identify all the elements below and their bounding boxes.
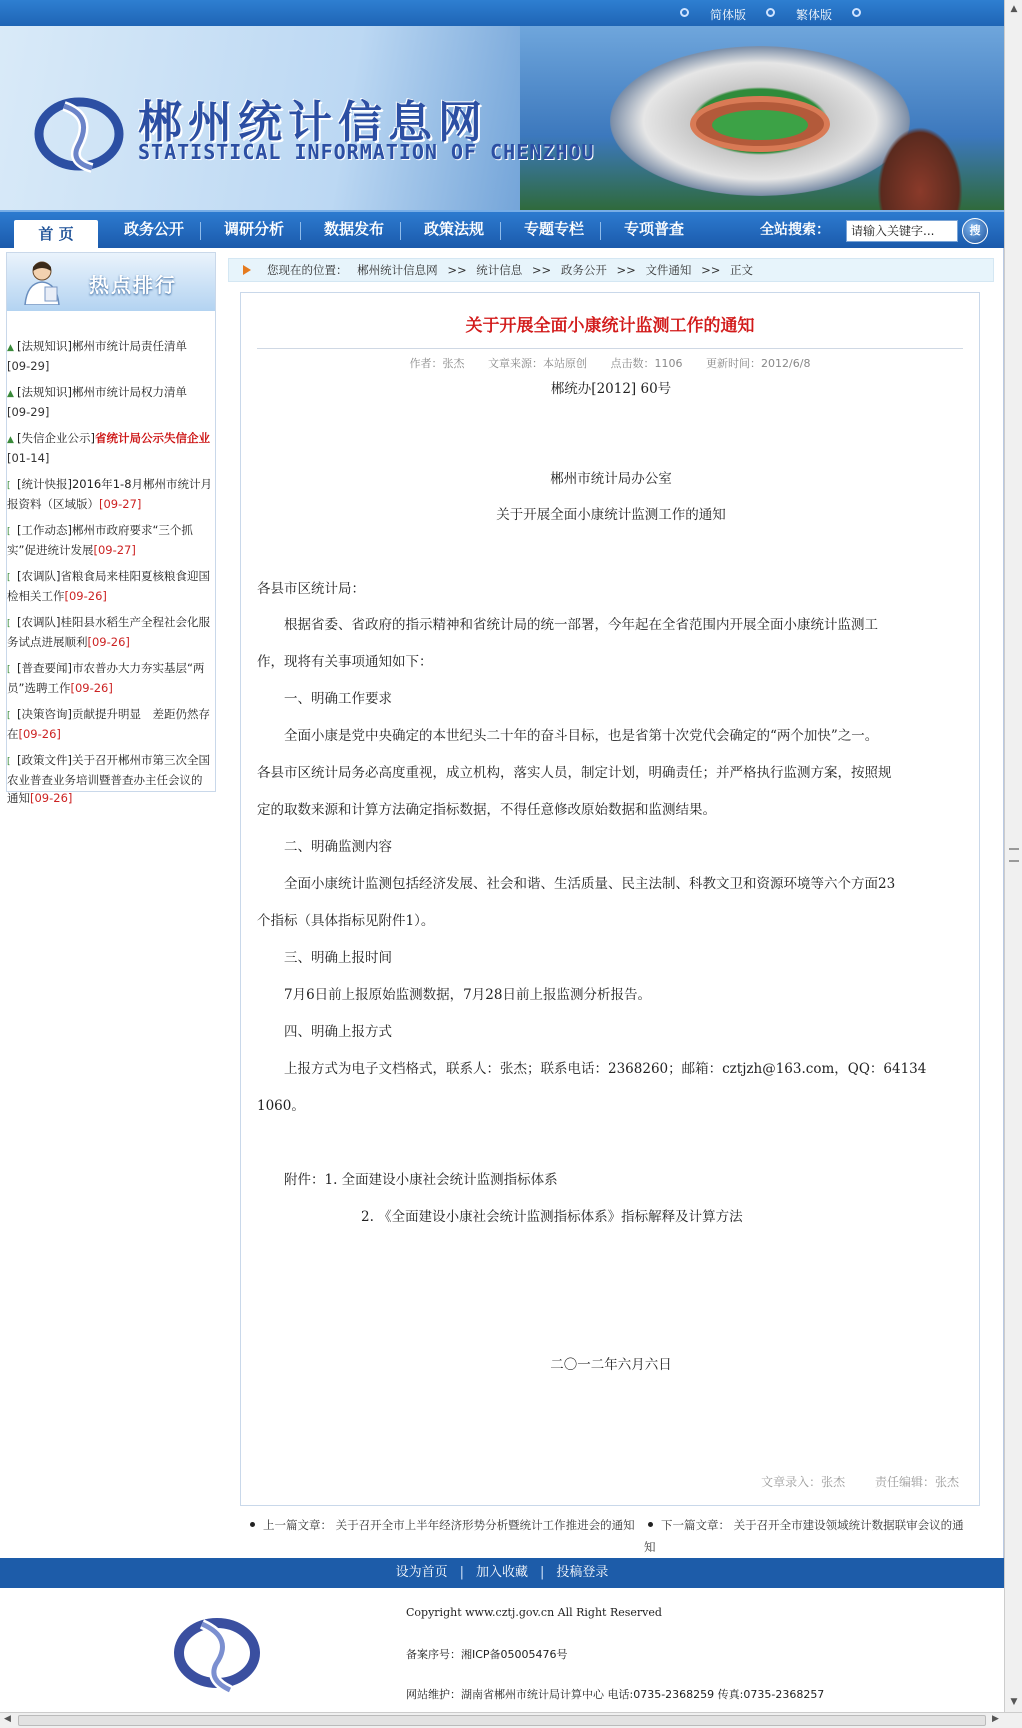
list-item[interactable]	[7, 747, 215, 811]
bracket-icon: [	[7, 711, 11, 721]
search-button[interactable]: 搜	[962, 218, 988, 244]
nav-divider	[300, 222, 301, 240]
prev-article-link[interactable]: 关于召开全市上半年经济形势分析暨统计工作推进会的通知	[335, 1518, 635, 1532]
attachment-1: 附件：1. 全面建设小康社会统计监测指标体系	[257, 1172, 558, 1188]
breadcrumb-current: 正文	[730, 263, 754, 277]
bullet-icon	[852, 8, 861, 17]
article-footer	[241, 1473, 959, 1490]
prev-article	[246, 1514, 636, 1536]
bracket-icon: [	[7, 757, 11, 767]
header-banner	[0, 26, 1004, 210]
paragraph: 7月6日前上报原始监测数据，7月28日前上报监测分析报告。	[257, 987, 651, 1003]
issue-date: 二〇一二年六月六日	[550, 1357, 672, 1373]
paragraph: 全面小康统计监测包括经济发展、社会和谐、生活质量、民主法制、科教文卫和资源环境等六个方面23	[257, 876, 896, 892]
list-item[interactable]	[7, 609, 215, 655]
section-heading: 三、明确上报时间	[257, 950, 392, 966]
article-updated: 更新时间：2012/6/8	[706, 357, 811, 370]
list-item-date: [09-26]	[87, 635, 130, 649]
bullet-icon	[680, 8, 689, 17]
hot-ranking-list	[7, 333, 215, 811]
simplified-link[interactable]: 简体版	[710, 8, 747, 22]
breadcrumb	[228, 258, 994, 282]
section-heading: 二、明确监测内容	[257, 839, 392, 855]
scroll-left-icon[interactable]: ◀	[4, 1714, 11, 1724]
stadium-field	[712, 110, 808, 140]
footer	[0, 1588, 1004, 1712]
bullet-icon	[766, 8, 775, 17]
list-item-title[interactable]: [工作动态]郴州市政府要求“三个抓实”促进统计发展	[7, 523, 193, 557]
paragraph: 上报方式为电子文档格式，联系人：张杰；联系电话：2368260；邮箱：cztjzh@163.com，QQ：64134	[257, 1061, 927, 1077]
list-item-date: [09-26]	[64, 589, 107, 603]
article-author: 作者：张杰	[409, 357, 465, 370]
nav-divider	[500, 222, 501, 240]
list-item[interactable]	[7, 563, 215, 609]
paragraph: 全面小康是党中央确定的本世纪头二十年的奋斗目标，也是省第十次党代会确定的“两个加快”之一。	[257, 728, 879, 744]
list-item-title[interactable]: [政策文件]关于召开郴州市第三次全国农业普查业务培训暨普查办主任会议的通知	[7, 753, 210, 805]
add-favorite-link[interactable]: 加入收藏	[475, 1565, 528, 1580]
traditional-link[interactable]: 繁体版	[796, 8, 833, 22]
nav-divider	[600, 222, 601, 240]
breadcrumb-separator: >>	[616, 263, 636, 277]
list-item-date: [09-26]	[30, 791, 73, 805]
title-divider	[257, 348, 963, 349]
list-item-title[interactable]: [农调队]桂阳县水稻生产全程社会化服务试点进展顺利	[7, 615, 210, 649]
triangle-icon: ▲	[7, 389, 14, 399]
paragraph: 定的取数来源和计算方法确定指标数据，不得任意修改原始数据和监测结果。	[257, 802, 716, 818]
nav-item-data[interactable]: 数据发布	[323, 220, 384, 238]
vertical-scrollbar[interactable]	[1004, 0, 1022, 1712]
list-item-category[interactable]: [失信企业公示]	[17, 431, 95, 445]
next-label: 下一篇文章：	[661, 1518, 730, 1532]
breadcrumb-separator: >>	[531, 263, 552, 277]
article-source: 文章来源：本站原创	[488, 357, 588, 370]
icp-number: 备案序号：湘ICP备05005476号	[406, 1648, 568, 1661]
nav-item-census[interactable]: 专项普查	[623, 220, 684, 238]
notice-subject: 关于开展全面小康统计监测工作的通知	[496, 507, 726, 523]
statue-image	[870, 116, 970, 210]
footer-separator: |	[540, 1565, 545, 1580]
horizontal-scrollbar[interactable]	[0, 1712, 1022, 1728]
list-item-title[interactable]: [普查要闻]市农普办大力夯实基层“两员”选聘工作	[7, 661, 205, 695]
next-article	[644, 1514, 974, 1558]
bullet-icon	[250, 1522, 255, 1527]
bullet-icon	[648, 1522, 653, 1527]
list-item[interactable]	[7, 333, 215, 379]
triangle-icon: ▲	[7, 343, 14, 353]
person-icon	[21, 259, 63, 305]
prev-label: 上一篇文章：	[263, 1518, 332, 1532]
site-logo-icon[interactable]	[34, 86, 124, 176]
list-item-title[interactable]: 省统计局公示失信企业	[94, 431, 210, 445]
nav-item-topics[interactable]: 专题专栏	[523, 220, 584, 238]
search-input[interactable]: 请输入关键字...	[846, 220, 958, 242]
list-item[interactable]	[7, 655, 215, 701]
scroll-right-icon[interactable]: ▶	[992, 1714, 999, 1724]
breadcrumb-separator: >>	[701, 263, 721, 277]
list-item-date: [09-29]	[7, 405, 50, 419]
paragraph: 根据省委、省政府的指示精神和省统计局的统一部署，今年起在全省范围内开展全面小康统计监测工	[257, 617, 878, 633]
nav-item-policy[interactable]: 政策法规	[423, 220, 484, 238]
triangle-icon: ▲	[7, 435, 14, 445]
bracket-icon: [	[7, 573, 11, 583]
main-nav	[0, 210, 1004, 248]
article-meta	[241, 355, 979, 371]
list-item[interactable]	[7, 471, 215, 517]
site-subtitle: STATISTICAL INFORMATION OF CHENZHOU	[138, 140, 595, 164]
next-article-link[interactable]: 关于召开全市建设领域统计数据联审会议的通知	[644, 1518, 964, 1554]
list-item[interactable]	[7, 517, 215, 563]
search-label: 全站搜索：	[760, 222, 830, 238]
issuer: 郴州市统计局办公室	[550, 471, 672, 487]
bracket-icon: [	[7, 527, 11, 537]
copyright: Copyright www.cztj.gov.cn All Right Reserved	[406, 1606, 662, 1619]
attachment-2: 2. 《全面建设小康社会统计监测指标体系》指标解释及计算方法	[361, 1209, 743, 1225]
hot-ranking-header	[7, 253, 215, 311]
nav-divider	[200, 222, 201, 240]
scroll-thumb[interactable]	[18, 1715, 986, 1726]
breadcrumb-link-notices[interactable]: 文件通知	[645, 263, 692, 277]
list-item-title[interactable]: [法规知识]郴州市统计局权力清单	[17, 385, 187, 399]
article-title: 关于开展全面小康统计监测工作的通知	[465, 316, 755, 336]
article-editor: 责任编辑：张杰	[874, 1475, 959, 1489]
section-heading: 四、明确上报方式	[257, 1024, 392, 1040]
list-item-date: [01-14]	[7, 451, 50, 465]
list-item-date: [09-29]	[7, 359, 50, 373]
list-item-title[interactable]: [法规知识]郴州市统计局责任清单	[17, 339, 187, 353]
hot-ranking-panel	[6, 252, 216, 805]
bracket-icon: [	[7, 619, 11, 629]
list-item-date: [09-26]	[18, 727, 61, 741]
nav-item-government[interactable]: 政务公开	[123, 220, 184, 238]
top-bar	[0, 0, 1004, 26]
bracket-icon: [	[7, 481, 11, 491]
set-homepage-link[interactable]: 设为首页	[395, 1565, 448, 1580]
footer-separator: |	[459, 1565, 464, 1580]
paragraph: 1060。	[257, 1098, 305, 1114]
list-item[interactable]	[7, 425, 215, 471]
scroll-up-icon[interactable]: ▲	[1010, 4, 1018, 14]
breadcrumb-prefix: 您现在的位置：	[267, 263, 348, 277]
nav-item-home[interactable]: 首 页	[14, 220, 98, 248]
nav-item-research[interactable]: 调研分析	[223, 220, 284, 238]
breadcrumb-link-home[interactable]: 郴州统计信息网	[357, 263, 438, 277]
submit-login-link[interactable]: 投稿登录	[556, 1565, 609, 1580]
doc-number: 郴统办[2012] 60号	[550, 381, 672, 397]
article-entry: 文章录入：张杰	[761, 1475, 846, 1489]
list-item-title[interactable]: [决策咨询]贡献提升明显 差距仍然存在	[7, 707, 210, 741]
list-item-date: [09-26]	[70, 681, 113, 695]
scroll-grip-icon[interactable]	[1009, 848, 1019, 862]
footer-logo-icon	[172, 1608, 262, 1698]
arrow-right-icon	[243, 265, 251, 275]
bracket-icon: [	[7, 665, 11, 675]
list-item-date: [09-27]	[93, 543, 136, 557]
paragraph: 作，现将有关事项通知如下：	[257, 654, 433, 670]
list-item-title[interactable]: [统计快报]2016年1-8月郴州市统计月报资料（区域版）	[7, 477, 213, 511]
list-item[interactable]	[7, 701, 215, 747]
list-item-date: [09-27]	[99, 497, 142, 511]
paragraph: 个指标（具体指标见附件1）。	[257, 913, 435, 929]
breadcrumb-separator: >>	[447, 263, 467, 277]
section-heading: 一、明确工作要求	[257, 691, 392, 707]
maintainer-info: 网站维护：湖南省郴州市统计局计算中心 电话:0735-2368259 传真:0735-2368257	[406, 1688, 825, 1701]
site-title: 郴州统计信息网	[138, 97, 488, 148]
footer-links	[0, 1558, 1004, 1588]
paragraph: 各县市区统计局务必高度重视，成立机构，落实人员，制定计划，明确责任；并严格执行监测方案，按照规	[257, 765, 892, 781]
nav-divider	[400, 222, 401, 240]
article-panel	[240, 292, 980, 1506]
list-item[interactable]	[7, 379, 215, 425]
breadcrumb-link-stats[interactable]: 统计信息	[476, 263, 523, 277]
article-clicks: 点击数：1106	[610, 357, 683, 370]
breadcrumb-link-government[interactable]: 政务公开	[560, 263, 607, 277]
salutation: 各县市区统计局：	[257, 581, 365, 597]
hot-ranking-title: 热点排行	[89, 273, 177, 297]
list-item-title[interactable]: [农调队]省粮食局来桂阳夏核粮食迎国检相关工作	[7, 569, 210, 603]
scroll-down-icon[interactable]: ▼	[1010, 1697, 1018, 1707]
